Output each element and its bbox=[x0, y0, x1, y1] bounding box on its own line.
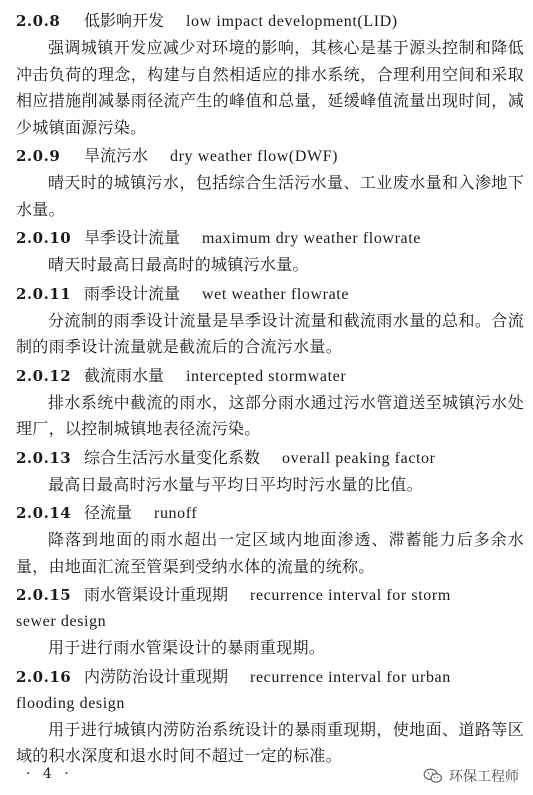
term-english-name: maximum dry weather flowrate bbox=[202, 230, 421, 247]
term-english-name-continued: flooding design bbox=[16, 694, 125, 712]
term-definition: 晴天时的城镇污水，包括综合生活污水量、工业废水量和入渗地下水量。 bbox=[16, 173, 524, 219]
term-heading bbox=[16, 143, 524, 170]
term-heading bbox=[16, 363, 524, 390]
term-english-name-continued: sewer design bbox=[16, 613, 107, 630]
term-number: 2.0.15 bbox=[16, 586, 72, 604]
term-definition: 降落到地面的雨水超出一定区域内地面渗透、滞蓄能力后多余水量，由地面汇流至管渠到受纳水体的流量的统称。 bbox=[16, 530, 524, 576]
term-number: 2.0.8 bbox=[16, 12, 61, 30]
term-english-name: intercepted stormwater bbox=[186, 367, 347, 385]
term-number: 2.0.9 bbox=[16, 147, 61, 165]
term-english-name: wet weather flowrate bbox=[202, 285, 350, 303]
term-definition: 晴天时最高日最高时的城镇污水量。 bbox=[48, 255, 309, 274]
document-page bbox=[16, 6, 524, 770]
watermark bbox=[423, 766, 519, 786]
term-number: 2.0.11 bbox=[16, 284, 72, 303]
term-definition: 用于进行雨水管渠设计的暴雨重现期。 bbox=[48, 638, 326, 657]
term-english-name: runoff bbox=[154, 505, 198, 522]
term-number: 2.0.16 bbox=[16, 667, 72, 686]
term-2-0-15 bbox=[16, 582, 524, 662]
term-english-name: overall peaking factor bbox=[282, 449, 436, 467]
term-definition: 强调城镇开发应减少对环境的影响，其核心是基于源头控制和降低冲击负荷的理念，构建与自然相适应的排水系统，合理利用空间和采取相应措施削减暴雨径流产生的峰值和总量，延缓峰值流量出现时间，减少城镇面源污染。 bbox=[16, 38, 524, 137]
term-number: 2.0.13 bbox=[16, 448, 72, 467]
watermark-text: 环保工程师 bbox=[449, 769, 519, 785]
page-number: · 4 · bbox=[26, 766, 73, 782]
term-definition: 用于进行城镇内涝防治系统设计的暴雨重现期，使地面、道路等区域的积水深度和退水时间不超过一定的标准。 bbox=[16, 719, 524, 765]
term-heading bbox=[16, 225, 524, 252]
term-english-name: recurrence interval for urban bbox=[250, 668, 451, 686]
term-2-0-10 bbox=[16, 225, 524, 279]
term-heading bbox=[16, 281, 524, 308]
term-english-name: recurrence interval for storm bbox=[250, 587, 451, 604]
term-2-0-16 bbox=[16, 664, 524, 770]
term-heading bbox=[16, 664, 524, 691]
term-heading bbox=[16, 8, 524, 35]
term-english-name: dry weather flow(DWF) bbox=[170, 148, 339, 165]
term-2-0-12 bbox=[16, 363, 524, 443]
term-definition: 分流制的雨季设计流量是旱季设计流量和截流雨水量的总和。合流制的雨季设计流量就是截流后的合流污水量。 bbox=[16, 310, 524, 356]
term-heading bbox=[16, 500, 524, 527]
term-chinese-name: 雨季设计流量 bbox=[84, 283, 181, 303]
term-number: 2.0.12 bbox=[16, 366, 72, 385]
term-number: 2.0.14 bbox=[16, 504, 72, 522]
term-definition: 排水系统中截流的雨水，这部分雨水通过污水管道送至城镇污水处理厂，以控制城镇地表径流污染。 bbox=[16, 392, 524, 438]
term-number: 2.0.10 bbox=[16, 229, 72, 247]
term-chinese-name: 雨水管渠设计重现期 bbox=[84, 585, 229, 604]
term-2-0-9 bbox=[16, 143, 524, 223]
term-chinese-name: 综合生活污水量变化系数 bbox=[84, 447, 261, 467]
term-heading bbox=[16, 582, 524, 609]
term-chinese-name: 截流雨水量 bbox=[84, 365, 165, 385]
term-chinese-name: 低影响开发 bbox=[84, 11, 165, 30]
term-heading bbox=[16, 445, 524, 472]
term-definition: 最高日最高时污水量与平均日平均时污水量的比值。 bbox=[48, 474, 423, 494]
term-english-name: low impact development(LID) bbox=[186, 13, 398, 30]
term-2-0-8 bbox=[16, 8, 524, 141]
wechat-icon bbox=[423, 768, 443, 784]
term-2-0-13 bbox=[16, 445, 524, 499]
term-chinese-name: 径流量 bbox=[84, 503, 133, 522]
term-chinese-name: 旱流污水 bbox=[84, 146, 149, 165]
term-2-0-11 bbox=[16, 281, 524, 361]
term-chinese-name: 内涝防治设计重现期 bbox=[84, 666, 229, 686]
term-2-0-14 bbox=[16, 500, 524, 580]
term-chinese-name: 旱季设计流量 bbox=[84, 228, 181, 247]
